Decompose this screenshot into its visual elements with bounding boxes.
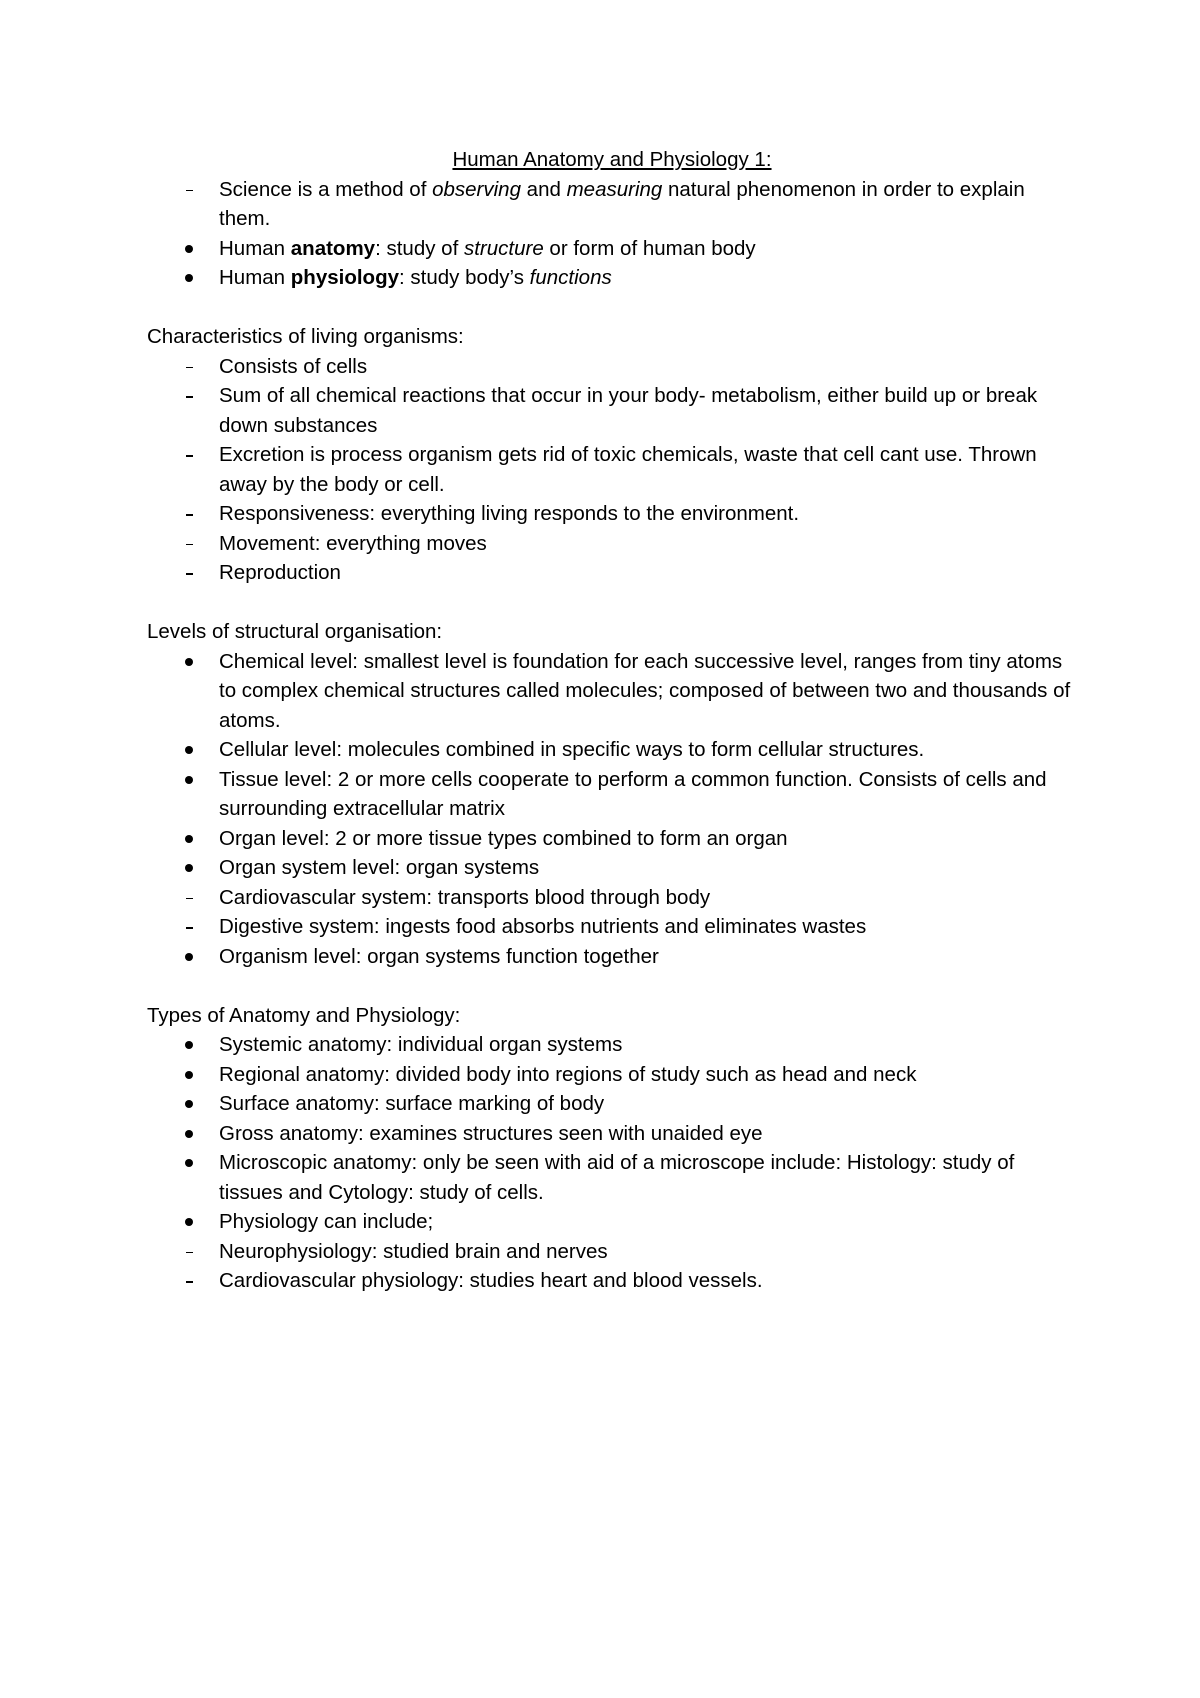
item-text: Surface anatomy: surface marking of body: [219, 1092, 605, 1115]
item-text: Human: [219, 266, 291, 289]
item-text: Digestive system: ingests food absorbs nutrients and eliminates wastes: [219, 915, 867, 938]
list-item: [147, 647, 1077, 736]
item-text-italic: measuring: [566, 177, 663, 201]
list-item: [147, 234, 1077, 264]
document-title: Human Anatomy and Physiology 1:: [452, 148, 772, 171]
section-heading-levels: Levels of structural organisation:: [147, 620, 443, 643]
list-item: [147, 1148, 1077, 1207]
item-text: Physiology can include;: [219, 1210, 434, 1233]
section-heading-characteristics: Characteristics of living organisms:: [147, 325, 464, 348]
list-item: [147, 824, 1077, 854]
list-item: [147, 883, 1077, 913]
types-list: [147, 1030, 1077, 1296]
item-text: Responsiveness: everything living responds to the environment.: [219, 502, 800, 525]
list-item: [147, 1207, 1077, 1237]
section-heading-types: Types of Anatomy and Physiology:: [147, 1003, 461, 1027]
item-text-italic: functions: [529, 266, 612, 289]
item-text: and: [520, 177, 567, 201]
list-item: [147, 1266, 1077, 1296]
list-item: [147, 1089, 1077, 1119]
item-text: Gross anatomy: examines structures seen with unaided eye: [219, 1121, 763, 1145]
item-text: Organism level: organ systems function together: [219, 944, 659, 968]
item-text: Organ system level: organ systems: [219, 856, 540, 879]
item-text: Chemical level: smallest level is foundation for each successive level, ranges from tiny atoms to complex chemical structures called molecules; composed of between two and thousands of atoms.: [219, 649, 1071, 732]
list-item: [147, 381, 1077, 440]
item-text: Cellular level: molecules combined in specific ways to form cellular structures.: [219, 738, 925, 761]
list-item: [147, 263, 1077, 293]
characteristics-list: [147, 352, 1077, 588]
item-text: : study body’s: [399, 266, 530, 289]
item-text: Neurophysiology: studied brain and nerves: [219, 1239, 608, 1263]
item-text: Systemic anatomy: individual organ systems: [219, 1033, 623, 1056]
item-text: Human: [219, 236, 291, 260]
item-text: Cardiovascular physiology: studies heart and blood vessels.: [219, 1269, 763, 1292]
item-text-italic: structure: [463, 236, 544, 260]
list-item: [147, 175, 1077, 234]
intro-list: [147, 175, 1077, 293]
item-text: Reproduction: [219, 561, 341, 584]
item-text: Movement: everything moves: [219, 531, 487, 555]
item-text: Microscopic anatomy: only be seen with aid of a microscope include: Histology: study of tissues and Cytology: study of cells.: [219, 1151, 1015, 1204]
list-item: [147, 853, 1077, 883]
list-item: [147, 1119, 1077, 1149]
item-text-italic: observing: [432, 177, 521, 201]
list-item: [147, 558, 1077, 588]
list-item: [147, 1030, 1077, 1060]
item-text: Regional anatomy: divided body into regions of study such as head and neck: [219, 1062, 917, 1086]
levels-list: [147, 647, 1077, 972]
item-text: or form of human body: [543, 236, 756, 260]
list-item: [147, 942, 1077, 972]
item-text: Cardiovascular system: transports blood through body: [219, 885, 711, 909]
item-text: Tissue level: 2 or more cells cooperate to perform a common function. Consists of cells and surrounding extracellular matrix: [219, 767, 1047, 820]
item-text-bold: anatomy: [290, 236, 376, 260]
list-item: [147, 440, 1077, 499]
list-item: [147, 499, 1077, 529]
document-body: [147, 145, 1077, 1296]
list-item: [147, 912, 1077, 942]
list-item: [147, 352, 1077, 382]
item-text: Consists of cells: [219, 354, 368, 378]
item-text: Excretion is process organism gets rid of toxic chemicals, waste that cell cant use. Thrown away by the body or cell.: [219, 443, 1037, 496]
list-item: [147, 735, 1077, 765]
item-text: : study of: [375, 236, 464, 260]
list-item: [147, 529, 1077, 559]
item-text-bold: physiology: [290, 266, 399, 289]
list-item: [147, 1237, 1077, 1267]
list-item: [147, 1060, 1077, 1090]
item-text: Science is a method of: [219, 177, 433, 201]
item-text: Sum of all chemical reactions that occur in your body- metabolism, either build up or break down substances: [219, 384, 1038, 437]
list-item: [147, 765, 1077, 824]
item-text: Organ level: 2 or more tissue types combined to form an organ: [219, 826, 788, 850]
item-text: natural phenomenon in order to explain them.: [219, 177, 1025, 230]
